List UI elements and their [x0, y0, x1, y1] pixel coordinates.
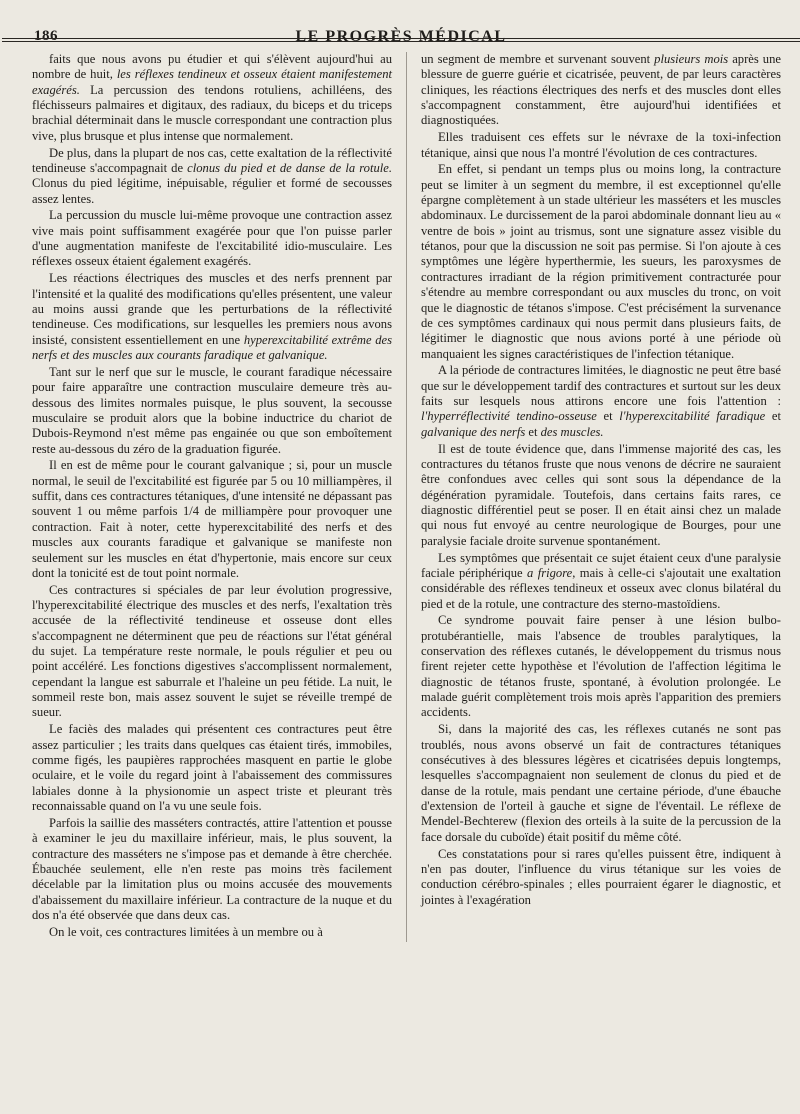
text-run: Les symptômes que présentait ce sujet étaient ceux d'une paralysie faciale périphérique: [421, 550, 781, 580]
text-run: Parfois la saillie des masséters contractés, attire l'attention et pousse à examiner le jeu du maxillaire inférieur, mais, le plus souvent, la contracture des masséters ne s'impose pas et demande à être cherchée. Ébauchée seulement, elle n'en reste pas moins très facilement décelable par la limitation plus ou moins accusée des mouvements d'abaissement du maxillaire inférieur. La contracture de la nuque et du dos n'a été observée que dans deux cas.: [32, 815, 392, 922]
paragraph: [421, 722, 781, 845]
paragraph: [32, 816, 392, 923]
paragraph: [32, 583, 392, 721]
text-run: Il est de toute évidence que, dans l'immense majorité des cas, les contractures du tétanos fruste que nous venons de décrire ne sauraient être confondues avec celles qui sont sous la dépendance de la dégénération pyramidale. Toutefois, dans certains faits rares, ce diagnostic différentiel peut se poser. Il en était ainsi chez un malade qui nous fut envoyé au centre neurologique de Bourges, pour une paralysie faciale droite survenue spontanément.: [421, 441, 781, 548]
paragraph: [32, 146, 392, 207]
text-run: On le voit, ces contractures limitées à un membre ou à: [49, 924, 323, 939]
text-run: Le faciès des malades qui présentent ces contractures peut être assez particulier ; les traits dans quelques cas étaient tirés, immobiles, comme figés, les paupières rapprochées masquent en partie le globe oculaire, et le voile du regard joint à l'abaissement des commissures labiales donne à la physionomie un aspect triste et pleurant très reconnaissable quand on l'a vu une seule fois.: [32, 722, 392, 813]
left-column: [32, 52, 392, 942]
paragraph: [32, 925, 392, 940]
paragraph: [421, 52, 781, 129]
text-run: faits que nous avons pu étudier et qui s'élèvent aujourd'hui au nombre de huit,: [32, 52, 392, 82]
paragraph: [421, 130, 781, 161]
paragraph: [32, 365, 392, 457]
column-divider: [406, 52, 407, 942]
italic-text: plusieurs mois: [654, 52, 729, 66]
paragraph: [421, 363, 781, 440]
paragraph: [32, 271, 392, 363]
text-run: un segment de membre et survenant souvent: [421, 52, 655, 66]
paragraph: [421, 613, 781, 720]
paragraph: [32, 52, 392, 144]
italic-text: galvanique des nerfs: [421, 424, 526, 439]
right-column: [421, 52, 781, 942]
text-columns: [32, 52, 780, 942]
page-header: [28, 22, 774, 48]
header-rule: [2, 38, 800, 42]
paragraph: [32, 208, 392, 269]
italic-text: clonus du pied et de danse de la rotule.: [187, 160, 392, 175]
text-run: En effet, si pendant un temps plus ou moins long, la contracture peut se limiter à un segment du membre, il est exceptionnel qu'elle épargne complètement à un stade ultérieur les masséters et les muscles abdominaux. Le durcissement de la paroi abdominale donnant lieu au « ventre de bois » joint au trismus, sont une signature assez visible du tétanos, pour que la discussion ne soit pas permise. Si l'on ajoute à ces symptômes une légère hyperthermie, les sueurs, les paroxysmes de contractures irradiant de la région primitivement contracturée pour s'étendre au membre correspondant ou aux muscles du tronc, on voit que le diagnostic de tétanos s'impose. C'est précisément la survenance de ces symptômes cardinaux qui nous permit dans plusieurs faits, de légitimer le diagnostic que nous avions porté à une période où manquaient les signes caractéristiques de l'infection tétanique.: [421, 162, 781, 361]
italic-text: l'hyperexcitabilité faradique: [619, 409, 766, 424]
paragraph: [32, 722, 392, 814]
text-run: , mais à celle-ci s'ajoutait une exaltation considérable des réflexes tendineux et osseux avec clonus bilatéral du pied et de la rotule, une contracture des sterno-mastoïdiens.: [421, 565, 781, 611]
page-number: 186: [34, 28, 58, 44]
text-run: Il en est de même pour le courant galvanique ; si, pour un muscle normal, le seuil de l'excitabilité est figurée par 5 ou 10 milliampères, il suffit, dans ces contractures tétaniques, d'une intensité ne dépassant pas souvent 1 ou même parfois 1/4 de milliampère pour provoquer une contraction. Fait à noter, cette hyperexcitabilité des nerfs et des muscles aux courants faradique et galvanique se manifeste non seulement sur les muscles en état d'hypertonie, mais encore sur ceux dont la tonicité est de tout point normale.: [32, 458, 392, 580]
italic-text: a frigore: [527, 565, 573, 580]
text-run: et: [596, 409, 620, 424]
text-run: Elles traduisent ces effets sur le névraxe de la toxi-infection tétanique, ainsi que nous l'a montré l'évolution de ces contractures.: [421, 130, 781, 160]
paragraph: [421, 551, 781, 612]
text-run: Clonus du pied légitime, inépuisable, régulier et formé de secousses assez lentes.: [32, 176, 392, 206]
text-run: Les réactions électriques des muscles et des nerfs prennent par l'intensité et la qualité des modifications qu'elles présentent, une valeur au moins aussi grande que les perturbations de la réflectivité tendineuse. Ces modifications, sur lesquelles les premiers nous avons insisté, consistent essentiellement en une: [32, 271, 392, 347]
paragraph: [421, 442, 781, 549]
text-run: La percussion du muscle lui-même provoque une contraction assez vive mais point suffisamment exagérée pour que l'on puisse parler d'une augmentation manifeste de l'excitabilité idio-musculaire. Les réflexes osseux étaient également exagérés.: [32, 208, 392, 269]
text-run: La percussion des tendons rotuliens, achilléens, des fléchisseurs palmaires et digitaux, des radiaux, du biceps et du triceps brachial déterminait dans le muscle correspondant une contraction plus vive, plus brusque et plus intense que normalement.: [32, 82, 392, 143]
text-run: Ce syndrome pouvait faire penser à une lésion bulbo-protubérantielle, mais l'absence de troubles paralytiques, la conservation des réflexes cutanés, le développement du trismus nous firent rejeter cette hypothèse et l'évolution de l'affection légitima le diagnostic de tétanos fruste, spontané, à évolution prolongée. Le malade guérit complètement trois mois après l'apparition des premiers accidents.: [421, 613, 781, 720]
text-run: après une blessure de guerre guérie et cicatrisée, peuvent, de par leurs caractères cliniques, les réactions électriques des nerfs et des muscles dont elles s'accompagnent constamment, être aujourd'hui identifiées et diagnostiquées.: [421, 52, 781, 128]
text-run: Ces contractures si spéciales de par leur évolution progressive, l'hyperexcitabilité électrique des muscles et des nerfs, l'exaltation très accusée de la réflectivité tendineuse et osseuse dont elles s'accompagnent ne déterminent que peu de réactions sur l'état général du sujet. La température reste normale, le pouls régulier et peu ou point accéléré. Les fonctions digestives s'accomplissent normalement, cependant la langue est saburrale et l'haleine un peu fétide. La nuit, le sommeil reste bon, mais assez souvent le sujet se réveille trempé de sueur.: [32, 582, 392, 720]
text-run: Ces constatations pour si rares qu'elles puissent être, indiquent à n'en pas douter, l'influence du virus tétanique sur les voies de conduction cérébro-spinales ; elles pourraient égarer le diagnostic, et jointes à l'exagération: [421, 846, 781, 907]
paragraph: [421, 162, 781, 361]
italic-text: l'hyperréflectivité tendino-osseuse: [421, 409, 597, 424]
paragraph: [421, 847, 781, 908]
italic-text: des muscles.: [540, 424, 604, 439]
italic-text: les réflexes tendineux et osseux étaient manifestement exagérés.: [32, 67, 392, 97]
text-run: Tant sur le nerf que sur le muscle, le courant faradique nécessaire pour faire apparaître une contraction musculaire demeure très au-dessous des limites normales puisque, le plus souvent, la secousse musculaire se produit alors que la bobine inductrice du chariot de Dubois-Reymond n'est même pas engainée ou que son emboîtement reste au-dessous du zéro de la graduation figurée.: [32, 364, 392, 456]
text-run: Si, dans la majorité des cas, les réflexes cutanés ne sont pas troublés, nous avons observé un fait de contractures tétaniques consécutives à des blessures légères et cicatrisées depuis longtemps, lesquelles s'accompagnaient non seulement de clonus du pied et de danse de la rotule, mais pendant une certaine période, d'une ébauche d'extension de l'orteil à gauche et signe de l'éventail. Le réflexe de Mendel-Bechterew (flexion des orteils à la suite de la percussion de la face dorsale du cuboïde) était positif du même côté.: [421, 722, 781, 844]
italic-text: hyperexcitabilité extrême des nerfs et des muscles aux courants faradique et galvanique.: [32, 332, 393, 363]
paragraph: [32, 458, 392, 581]
text-run: A la période de contractures limitées, le diagnostic ne peut être basé que sur le développement tardif des contractures et surtout sur les deux faits sur lesquels nous attirons encore une fois l'attention :: [421, 363, 781, 409]
text-run: et: [525, 424, 541, 439]
text-run: et: [765, 409, 781, 424]
text-run: De plus, dans la plupart de nos cas, cette exaltation de la réflectivité tendineuse s'accompagnait de: [32, 145, 392, 175]
journal-title: LE PROGRÈS MÉDICAL: [295, 28, 507, 45]
